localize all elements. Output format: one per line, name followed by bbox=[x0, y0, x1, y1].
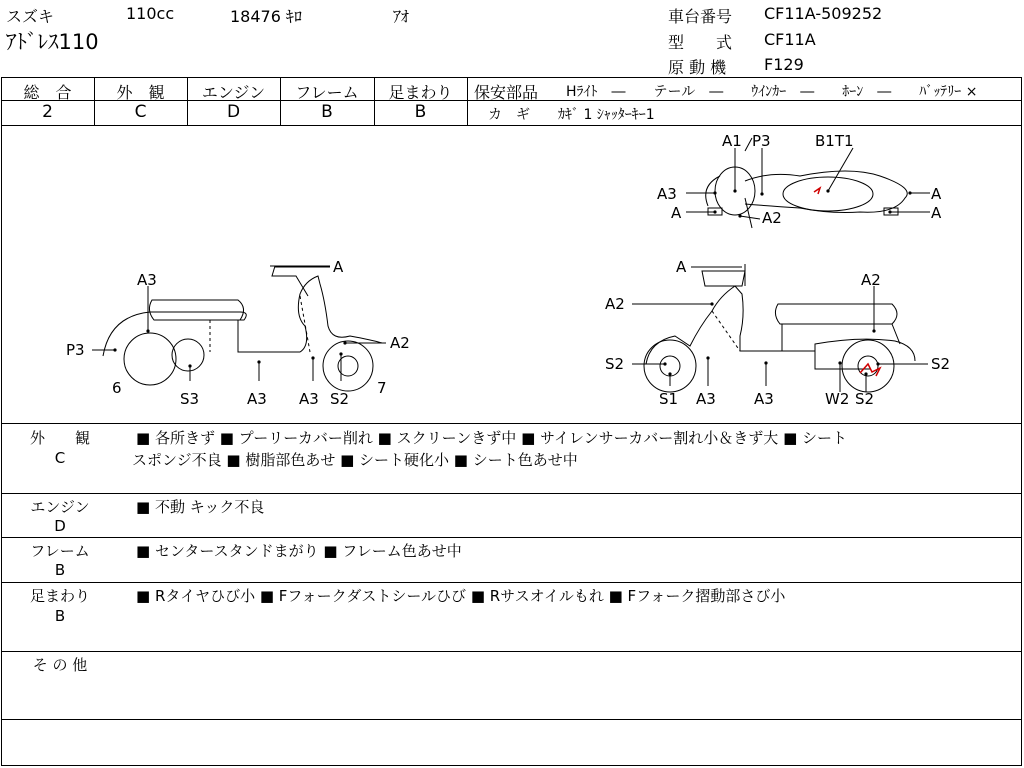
remark-grade-frame: B bbox=[54, 561, 66, 579]
remark-label-exterior: 外 観 bbox=[29, 429, 90, 447]
remark-text-frame: ■ センタースタンドまがり ■ フレーム色あせ中 bbox=[136, 542, 462, 560]
label-top-a1: A1 bbox=[722, 132, 742, 150]
label-left-a: A bbox=[333, 258, 344, 276]
grade-header-exterior: 外 観 bbox=[116, 83, 165, 102]
label-left-a2: A2 bbox=[390, 334, 410, 352]
grade-suspension: B bbox=[414, 102, 427, 122]
label-right-s2-front: S2 bbox=[605, 355, 625, 373]
remark-grade-engine: D bbox=[54, 517, 66, 535]
grade-header-suspension: 足まわり bbox=[388, 83, 453, 102]
damage-mark-seat bbox=[814, 188, 820, 194]
safety-label: 保安部品 bbox=[474, 83, 539, 102]
grade-header-overall: 総 合 bbox=[23, 83, 72, 102]
grade-engine: D bbox=[226, 102, 241, 122]
engine-label: 原 動 機 bbox=[668, 58, 727, 77]
remark-grade-suspension: B bbox=[54, 607, 66, 625]
model-name: ｱﾄﾞﾚｽ110 bbox=[6, 30, 99, 54]
maker: スズキ bbox=[6, 7, 55, 26]
label-left-a3-seat: A3 bbox=[137, 271, 157, 289]
label-top-b1t1: B1T1 bbox=[815, 132, 854, 150]
diagram-bottom-line bbox=[1, 423, 1022, 424]
label-right-s1: S1 bbox=[659, 390, 679, 408]
label-right-w2: W2 bbox=[825, 390, 850, 408]
frame-no-label: 車台番号 bbox=[668, 7, 733, 26]
remarks-divider bbox=[1, 582, 1022, 583]
grade-frame: B bbox=[321, 102, 333, 122]
model-type-label: 型 式 bbox=[668, 33, 733, 52]
remarks-divider bbox=[1, 651, 1022, 652]
grade-header-engine: エンジン bbox=[201, 83, 266, 102]
label-left-p3: P3 bbox=[66, 341, 85, 359]
label-right-s2-muffler: S2 bbox=[855, 390, 875, 408]
safety-items: Hﾗｲﾄ ― テール ― ｳｲﾝｶｰ ― ﾎｰﾝ ― ﾊﾞｯﾃﾘｰ × bbox=[566, 84, 978, 100]
remark-text-exterior-2: スポンジ不良 ■ 樹脂部色あせ ■ シート硬化小 ■ シート色あせ中 bbox=[132, 451, 578, 469]
label-left-a3-floor: A3 bbox=[247, 390, 267, 408]
label-top-a2: A2 bbox=[762, 209, 782, 227]
scooter-damage-diagram bbox=[0, 126, 1024, 423]
label-right-a3-front: A3 bbox=[696, 390, 716, 408]
label-left-6: 6 bbox=[112, 379, 122, 397]
remarks-divider bbox=[1, 719, 1022, 720]
grade-overall: 2 bbox=[42, 102, 53, 122]
remarks-divider bbox=[1, 537, 1022, 538]
mileage: 18476 ｷﾛ bbox=[230, 7, 302, 26]
grade-col-sep bbox=[467, 77, 468, 125]
label-right-s2-rear: S2 bbox=[931, 355, 951, 373]
label-top-p3: P3 bbox=[752, 132, 771, 150]
label-right-a: A bbox=[676, 258, 687, 276]
remark-label-other: そ の 他 bbox=[32, 656, 88, 674]
label-left-s2: S2 bbox=[330, 390, 350, 408]
label-top-a-right-lower: A bbox=[931, 204, 942, 222]
engine-model: F129 bbox=[764, 55, 804, 74]
remarks-divider bbox=[1, 493, 1022, 494]
color: ｱｵ bbox=[393, 7, 410, 26]
label-right-a2-seat: A2 bbox=[861, 271, 881, 289]
frame-no: CF11A-509252 bbox=[764, 4, 883, 23]
label-top-a-right: A bbox=[931, 185, 942, 203]
remark-label-suspension: 足まわり bbox=[29, 587, 90, 605]
top-view-scooter bbox=[706, 138, 908, 228]
label-top-a-left: A bbox=[671, 204, 682, 222]
label-left-a3-front: A3 bbox=[299, 390, 319, 408]
label-right-a2-front: A2 bbox=[605, 295, 625, 313]
remark-text-exterior-1: ■ 各所きず ■ プーリーカバー削れ ■ スクリーンきず中 ■ サイレンサーカバー割れ小＆きず大 ■ シート bbox=[136, 429, 848, 447]
key-info: カ ギ ｶｷﾞ 1 ｼｬｯﾀｰｷｰ1 bbox=[488, 107, 655, 123]
grade-header-frame: フレーム bbox=[295, 83, 359, 102]
remark-text-suspension: ■ Rタイヤひび小 ■ Fフォークダストシールひび ■ Rサスオイルもれ ■ Fフォーク摺動部さび小 bbox=[136, 587, 786, 605]
displacement: 110cc bbox=[126, 4, 175, 23]
remark-label-engine: エンジン bbox=[30, 498, 90, 516]
label-left-s3: S3 bbox=[180, 390, 200, 408]
grade-exterior: C bbox=[134, 102, 147, 122]
label-top-a3: A3 bbox=[657, 185, 677, 203]
label-right-a3-floor: A3 bbox=[754, 390, 774, 408]
remark-label-frame: フレーム bbox=[30, 542, 90, 560]
remark-text-engine: ■ 不動 キック不良 bbox=[136, 498, 265, 516]
remark-grade-exterior: C bbox=[54, 449, 66, 467]
label-left-7: 7 bbox=[377, 379, 387, 397]
model-type: CF11A bbox=[764, 30, 816, 49]
